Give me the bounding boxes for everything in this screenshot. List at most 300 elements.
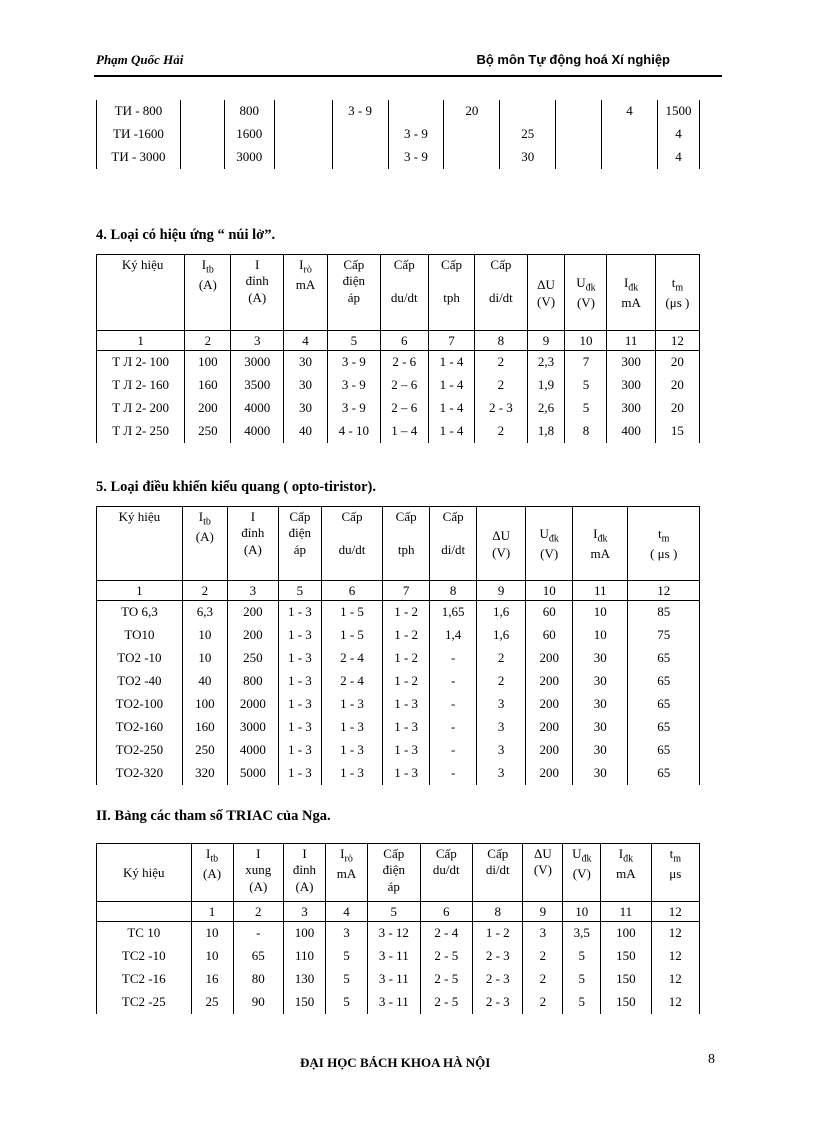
table-cell: 10 <box>526 581 573 601</box>
header-idk: $I_{đk}$ mA <box>607 255 655 331</box>
table-cell: ТО2-160 <box>97 716 183 739</box>
table-cell: 1 - 2 <box>473 922 523 946</box>
column-number-row <box>97 581 700 601</box>
table-cell: ТИ - 800 <box>97 100 181 123</box>
table-cell: 65 <box>628 739 700 762</box>
table-cell: 130 <box>283 968 325 991</box>
table-cell: 65 <box>628 693 700 716</box>
table-cell: 2 <box>233 902 283 922</box>
table-row <box>97 351 700 375</box>
table-cell: 1 - 3 <box>383 693 430 716</box>
table-cell: 12 <box>651 991 699 1014</box>
table-cell: ТС2 -10 <box>97 945 192 968</box>
table-cell: - <box>430 670 477 693</box>
header-itb: $I_{tb}$ (A) <box>191 844 233 902</box>
table-cell: 30 <box>573 739 628 762</box>
table-cell: 1 - 3 <box>278 762 321 785</box>
table-cell: 10 <box>182 647 227 670</box>
table-cell: 1,4 <box>430 624 477 647</box>
table-cell: 1 - 4 <box>428 397 474 420</box>
table-cell <box>180 100 224 123</box>
table-cell <box>97 902 192 922</box>
table-cell: 20 <box>444 100 500 123</box>
table-cell: - <box>430 762 477 785</box>
table-cell: 200 <box>227 601 278 625</box>
table-cell: 100 <box>283 922 325 946</box>
table-cell: 1 - 3 <box>278 739 321 762</box>
table-cell: 1,8 <box>527 420 565 443</box>
table-cell: 200 <box>526 739 573 762</box>
table-row <box>97 716 700 739</box>
header-iro: $I_{rò}$ mA <box>283 255 327 331</box>
table-cell: 3 - 11 <box>368 968 421 991</box>
table-cell: - <box>233 922 283 946</box>
table-row <box>97 762 700 785</box>
table-cell: 4 <box>326 902 368 922</box>
table-cell: 65 <box>628 716 700 739</box>
header-cap-didt: Cấp di/dt <box>473 844 523 902</box>
footer-institution: ĐẠI HỌC BÁCH KHOA HÀ NỘI <box>300 1055 491 1070</box>
table-cell: 4 <box>657 123 699 146</box>
table-cell: 30 <box>573 716 628 739</box>
table-row <box>97 601 700 625</box>
table-cell: 2 - 5 <box>420 945 473 968</box>
table-cell: 2 - 4 <box>321 647 382 670</box>
table-cell: 1 - 5 <box>321 601 382 625</box>
table-row <box>97 693 700 716</box>
table-cell: 8 <box>565 420 607 443</box>
table-cell: 1 - 2 <box>383 601 430 625</box>
table-cell: 5 <box>565 397 607 420</box>
table-cell: 5 <box>326 945 368 968</box>
table-cell <box>274 100 332 123</box>
table-cell: 10 <box>191 922 233 946</box>
table-cell <box>500 100 556 123</box>
table-cell: 2 - 4 <box>420 922 473 946</box>
table-cell: 12 <box>628 581 700 601</box>
table-row <box>97 991 700 1014</box>
table-cell: 7 <box>565 351 607 375</box>
table-cell: 250 <box>182 739 227 762</box>
table-cell: 3 - 9 <box>328 397 381 420</box>
table-cell: 25 <box>500 123 556 146</box>
table-cell <box>332 146 388 169</box>
table-cell: 3 <box>227 581 278 601</box>
table-cell: 30 <box>283 397 327 420</box>
table-cell: 200 <box>526 647 573 670</box>
table-cell: 3 <box>283 902 325 922</box>
table-cell: 3 - 9 <box>328 374 381 397</box>
table-cell: 9 <box>527 331 565 351</box>
table-cell: 5 <box>278 581 321 601</box>
table-cell <box>602 123 658 146</box>
header-cap-dudt: Cấp du/dt <box>321 507 382 581</box>
table-cell: 2 <box>477 647 526 670</box>
table-cell: 7 <box>428 331 474 351</box>
table-row <box>97 100 700 123</box>
header-i-dinh: I đỉnh (A) <box>227 507 278 581</box>
table-cell: 4 <box>657 146 699 169</box>
table-cell: 320 <box>182 762 227 785</box>
table-cell: 160 <box>182 716 227 739</box>
table-cell: 20 <box>655 374 699 397</box>
header-ky-hieu: Ký hiệu <box>97 507 183 581</box>
table-cell: 30 <box>573 762 628 785</box>
table-row <box>97 945 700 968</box>
table-cell <box>444 146 500 169</box>
table-cell: 2 <box>475 420 528 443</box>
table-cell: 1 – 4 <box>380 420 428 443</box>
table-cell: 30 <box>573 693 628 716</box>
table-cell: 2 <box>475 374 528 397</box>
table-cell: 1 - 2 <box>383 624 430 647</box>
table-cell: 5 <box>563 991 601 1014</box>
table-cell: 3 - 9 <box>328 351 381 375</box>
table-cell: 200 <box>185 397 231 420</box>
table-cell: 3 - 11 <box>368 945 421 968</box>
table-cell: 30 <box>283 351 327 375</box>
table-cell <box>602 146 658 169</box>
header-udk: $U_{đk}$ (V) <box>526 507 573 581</box>
table-cell: 10 <box>573 601 628 625</box>
table-cell: 5 <box>563 945 601 968</box>
table-cell: 2 <box>523 945 563 968</box>
table-cell: 2 - 3 <box>473 991 523 1014</box>
table-cell: ТО10 <box>97 624 183 647</box>
table-cell: ТС2 -25 <box>97 991 192 1014</box>
table-cell: ТО2-100 <box>97 693 183 716</box>
table-cell: 8 <box>475 331 528 351</box>
table-cell: 1 - 4 <box>428 374 474 397</box>
header-itb: $I_{tb}$ (A) <box>185 255 231 331</box>
table-cell: 1 - 4 <box>428 351 474 375</box>
table-cell: 1 - 3 <box>321 716 382 739</box>
triac-title: II. Bảng các tham số TRIAC của Nga. <box>96 808 331 824</box>
table-cell: 80 <box>233 968 283 991</box>
table-cell: 250 <box>227 647 278 670</box>
header-i-dinh: I đỉnh (A) <box>231 255 284 331</box>
table-cell: 150 <box>601 968 651 991</box>
table-cell: ТО2 -40 <box>97 670 183 693</box>
header-tm: $t_m$ μs <box>651 844 699 902</box>
table-cell: 4000 <box>231 397 284 420</box>
table-cell: 5000 <box>227 762 278 785</box>
table-cell: 1 <box>97 581 183 601</box>
table-cell: 1 - 3 <box>278 716 321 739</box>
table-cell: 30 <box>573 670 628 693</box>
table-cell: 1 - 3 <box>278 624 321 647</box>
table-cell: 2,3 <box>527 351 565 375</box>
table-cell: 11 <box>573 581 628 601</box>
table-cell: 100 <box>185 351 231 375</box>
table-cell: 85 <box>628 601 700 625</box>
table-cell <box>332 123 388 146</box>
header-delta-u: ΔU (V) <box>477 507 526 581</box>
table-cell: 1 - 3 <box>383 762 430 785</box>
table-cell: 3 <box>477 739 526 762</box>
table-cell: 3 - 9 <box>388 146 444 169</box>
table-cell: 2 - 4 <box>321 670 382 693</box>
table-cell: 3 - 9 <box>388 123 444 146</box>
header-udk: $U_{đk}$ (V) <box>563 844 601 902</box>
table-cell: 160 <box>185 374 231 397</box>
table-row <box>97 647 700 670</box>
table-cell <box>274 123 332 146</box>
table-cell <box>556 146 602 169</box>
table-cell: 10 <box>565 331 607 351</box>
header-cap-dudt: Cấp du/dt <box>420 844 473 902</box>
table-cell: 4000 <box>227 739 278 762</box>
table-cell: 15 <box>655 420 699 443</box>
table-row <box>97 624 700 647</box>
table-row <box>97 146 700 169</box>
table-avalanche <box>96 254 700 443</box>
header-cap-tph: Cấp tph <box>383 507 430 581</box>
header-tm: $t_m$ ( μs ) <box>628 507 700 581</box>
table-cell: 65 <box>628 670 700 693</box>
header-idk: $I_{đk}$ mA <box>573 507 628 581</box>
table-cell: 3 <box>477 716 526 739</box>
table-cell: 200 <box>526 670 573 693</box>
table-cell: 2 <box>523 991 563 1014</box>
table-cell: 3,5 <box>563 922 601 946</box>
table-cell <box>388 100 444 123</box>
table-cell: 1 - 3 <box>321 739 382 762</box>
table-cell: 2 - 5 <box>420 968 473 991</box>
table-cell: 1 - 3 <box>278 601 321 625</box>
table-cell: 65 <box>628 762 700 785</box>
table-cell: 1 <box>97 331 185 351</box>
table-cell: 5 <box>565 374 607 397</box>
header-itb: $I_{tb}$ (A) <box>182 507 227 581</box>
table-cell: 12 <box>651 922 699 946</box>
table-cell: 200 <box>227 624 278 647</box>
table-cell: 1600 <box>224 123 274 146</box>
table-cell: 2 - 3 <box>473 945 523 968</box>
table-row <box>97 123 700 146</box>
table-cell: ТО2-250 <box>97 739 183 762</box>
table-cell: 12 <box>651 902 699 922</box>
table-ti <box>96 100 700 169</box>
table-cell: 1 - 3 <box>321 693 382 716</box>
table-triac <box>96 843 700 1014</box>
table-cell: Т Л 2- 100 <box>97 351 185 375</box>
table-cell: Т Л 2- 250 <box>97 420 185 443</box>
table-cell: - <box>430 693 477 716</box>
table-cell: 3 <box>477 762 526 785</box>
header-rule <box>94 75 722 77</box>
header-ky-hieu: Ký hiệu <box>97 844 192 902</box>
table-cell: 40 <box>182 670 227 693</box>
table-cell: ТИ -1600 <box>97 123 181 146</box>
header-cap-dudt: Cấp du/dt <box>380 255 428 331</box>
table-cell: 2 <box>477 670 526 693</box>
table-cell: Т Л 2- 160 <box>97 374 185 397</box>
table-cell: 1 - 3 <box>383 739 430 762</box>
table-cell: 1 - 2 <box>383 670 430 693</box>
table-cell: 2 <box>475 351 528 375</box>
table-cell: 3000 <box>227 716 278 739</box>
table-cell: 5 <box>328 331 381 351</box>
header-department: Bộ môn Tự động hoá Xí nghiệp <box>476 52 670 67</box>
table-row <box>97 420 700 443</box>
table-cell: 16 <box>191 968 233 991</box>
table-cell: 12 <box>651 945 699 968</box>
table-cell <box>556 123 602 146</box>
table-cell: 2 <box>182 581 227 601</box>
table-cell: ТС 10 <box>97 922 192 946</box>
table-cell: 10 <box>573 624 628 647</box>
header-author: Phạm Quốc Hải <box>96 52 184 67</box>
table-cell: 150 <box>601 945 651 968</box>
table-cell: 1,65 <box>430 601 477 625</box>
table-cell: 400 <box>607 420 655 443</box>
table-cell: 40 <box>283 420 327 443</box>
table-cell: 3 - 11 <box>368 991 421 1014</box>
table-cell: 4 <box>602 100 658 123</box>
table-cell: 3000 <box>224 146 274 169</box>
header-iro: $I_{rò}$ mA <box>326 844 368 902</box>
table-cell: 150 <box>283 991 325 1014</box>
table-cell: 4000 <box>231 420 284 443</box>
table-cell: 65 <box>628 647 700 670</box>
table-cell: 10 <box>563 902 601 922</box>
table-cell: 5 <box>368 902 421 922</box>
table-cell: 300 <box>607 397 655 420</box>
table-cell: 2 - 3 <box>475 397 528 420</box>
table-cell: 3 <box>477 693 526 716</box>
header-i-dinh: I đỉnh (A) <box>283 844 325 902</box>
table-cell: ТО 6,3 <box>97 601 183 625</box>
table-cell: 1 - 2 <box>383 647 430 670</box>
table-cell: 1,6 <box>477 624 526 647</box>
table-cell: 65 <box>233 945 283 968</box>
table-cell: 7 <box>383 581 430 601</box>
table-cell: 30 <box>283 374 327 397</box>
table-cell: 20 <box>655 351 699 375</box>
table-cell <box>444 123 500 146</box>
table-cell: 6 <box>380 331 428 351</box>
table-cell: 30 <box>500 146 556 169</box>
table-cell: 1 <box>191 902 233 922</box>
table-cell: 75 <box>628 624 700 647</box>
header-cap-dien-ap: Cấp điện áp <box>278 507 321 581</box>
table-cell: 2 <box>185 331 231 351</box>
table-cell: 1,9 <box>527 374 565 397</box>
table-cell: 25 <box>191 991 233 1014</box>
table-cell: 3 <box>231 331 284 351</box>
section4-title: 4. Loại có hiệu ứng “ núi lở”. <box>96 227 276 243</box>
table-cell: 3 - 9 <box>332 100 388 123</box>
table-row <box>97 968 700 991</box>
table-cell: 800 <box>224 100 274 123</box>
table-cell: Т Л 2- 200 <box>97 397 185 420</box>
table-cell: 200 <box>526 762 573 785</box>
table-cell: 6,3 <box>182 601 227 625</box>
header-i-xung: I xung (A) <box>233 844 283 902</box>
table-cell: 3 - 12 <box>368 922 421 946</box>
table-cell: 12 <box>651 968 699 991</box>
table-cell: 2 - 6 <box>380 351 428 375</box>
table-cell <box>180 146 224 169</box>
table-row <box>97 397 700 420</box>
table-cell: 100 <box>601 922 651 946</box>
table-cell: 1 - 3 <box>278 647 321 670</box>
header-delta-u: ΔU (V) <box>523 844 563 902</box>
table-cell: 2 - 3 <box>473 968 523 991</box>
table-cell: 3 <box>523 922 563 946</box>
table-cell: 300 <box>607 374 655 397</box>
table-cell: 150 <box>601 991 651 1014</box>
table-cell: 30 <box>573 647 628 670</box>
section5-title: 5. Loại điều khiển kiểu quang ( opto-tiristor). <box>96 479 376 495</box>
table-cell: 1500 <box>657 100 699 123</box>
table-cell: 1 - 3 <box>278 693 321 716</box>
header-tm: $t_m$ (μs ) <box>655 255 699 331</box>
table-cell: - <box>430 739 477 762</box>
table-cell: 250 <box>185 420 231 443</box>
table-cell: 1 - 4 <box>428 420 474 443</box>
column-number-row <box>97 331 700 351</box>
table-cell: 100 <box>182 693 227 716</box>
table-cell: 200 <box>526 693 573 716</box>
table-cell: 5 <box>563 968 601 991</box>
table-cell: 9 <box>523 902 563 922</box>
table-cell: 1 - 5 <box>321 624 382 647</box>
header-cap-didt: Cấp di/dt <box>475 255 528 331</box>
table-row <box>97 374 700 397</box>
header-cap-didt: Cấp di/dt <box>430 507 477 581</box>
table-cell: 2,6 <box>527 397 565 420</box>
table-cell: ТИ - 3000 <box>97 146 181 169</box>
table-cell: ТО2-320 <box>97 762 183 785</box>
table-row <box>97 739 700 762</box>
table-row <box>97 922 700 946</box>
table-cell: 60 <box>526 624 573 647</box>
table-cell: 5 <box>326 968 368 991</box>
table-cell: 2 – 6 <box>380 374 428 397</box>
table-cell: 300 <box>607 351 655 375</box>
table-cell: 110 <box>283 945 325 968</box>
table-cell: 11 <box>601 902 651 922</box>
table-cell: 200 <box>526 716 573 739</box>
table-cell: 5 <box>326 991 368 1014</box>
table-row <box>97 670 700 693</box>
table-cell: 2 - 5 <box>420 991 473 1014</box>
table-cell: 3 <box>326 922 368 946</box>
table-cell: 6 <box>321 581 382 601</box>
table-cell: 800 <box>227 670 278 693</box>
table-cell: ТС2 -16 <box>97 968 192 991</box>
table-cell: 3000 <box>231 351 284 375</box>
header-idk: $I_{đk}$ mA <box>601 844 651 902</box>
table-cell: 2 – 6 <box>380 397 428 420</box>
header-cap-tph: Cấp tph <box>428 255 474 331</box>
page-number: 8 <box>708 1052 715 1067</box>
column-number-row <box>97 902 700 922</box>
table-cell: 12 <box>655 331 699 351</box>
table-cell: 20 <box>655 397 699 420</box>
table-cell: - <box>430 647 477 670</box>
table-cell: 4 - 10 <box>328 420 381 443</box>
table-cell: 8 <box>430 581 477 601</box>
table-cell: 10 <box>191 945 233 968</box>
table-cell: 1 - 3 <box>321 762 382 785</box>
table-cell: 90 <box>233 991 283 1014</box>
header-delta-u: ΔU (V) <box>527 255 565 331</box>
table-cell: 2 <box>523 968 563 991</box>
header-cap-dien-ap: Cấp điện áp <box>368 844 421 902</box>
